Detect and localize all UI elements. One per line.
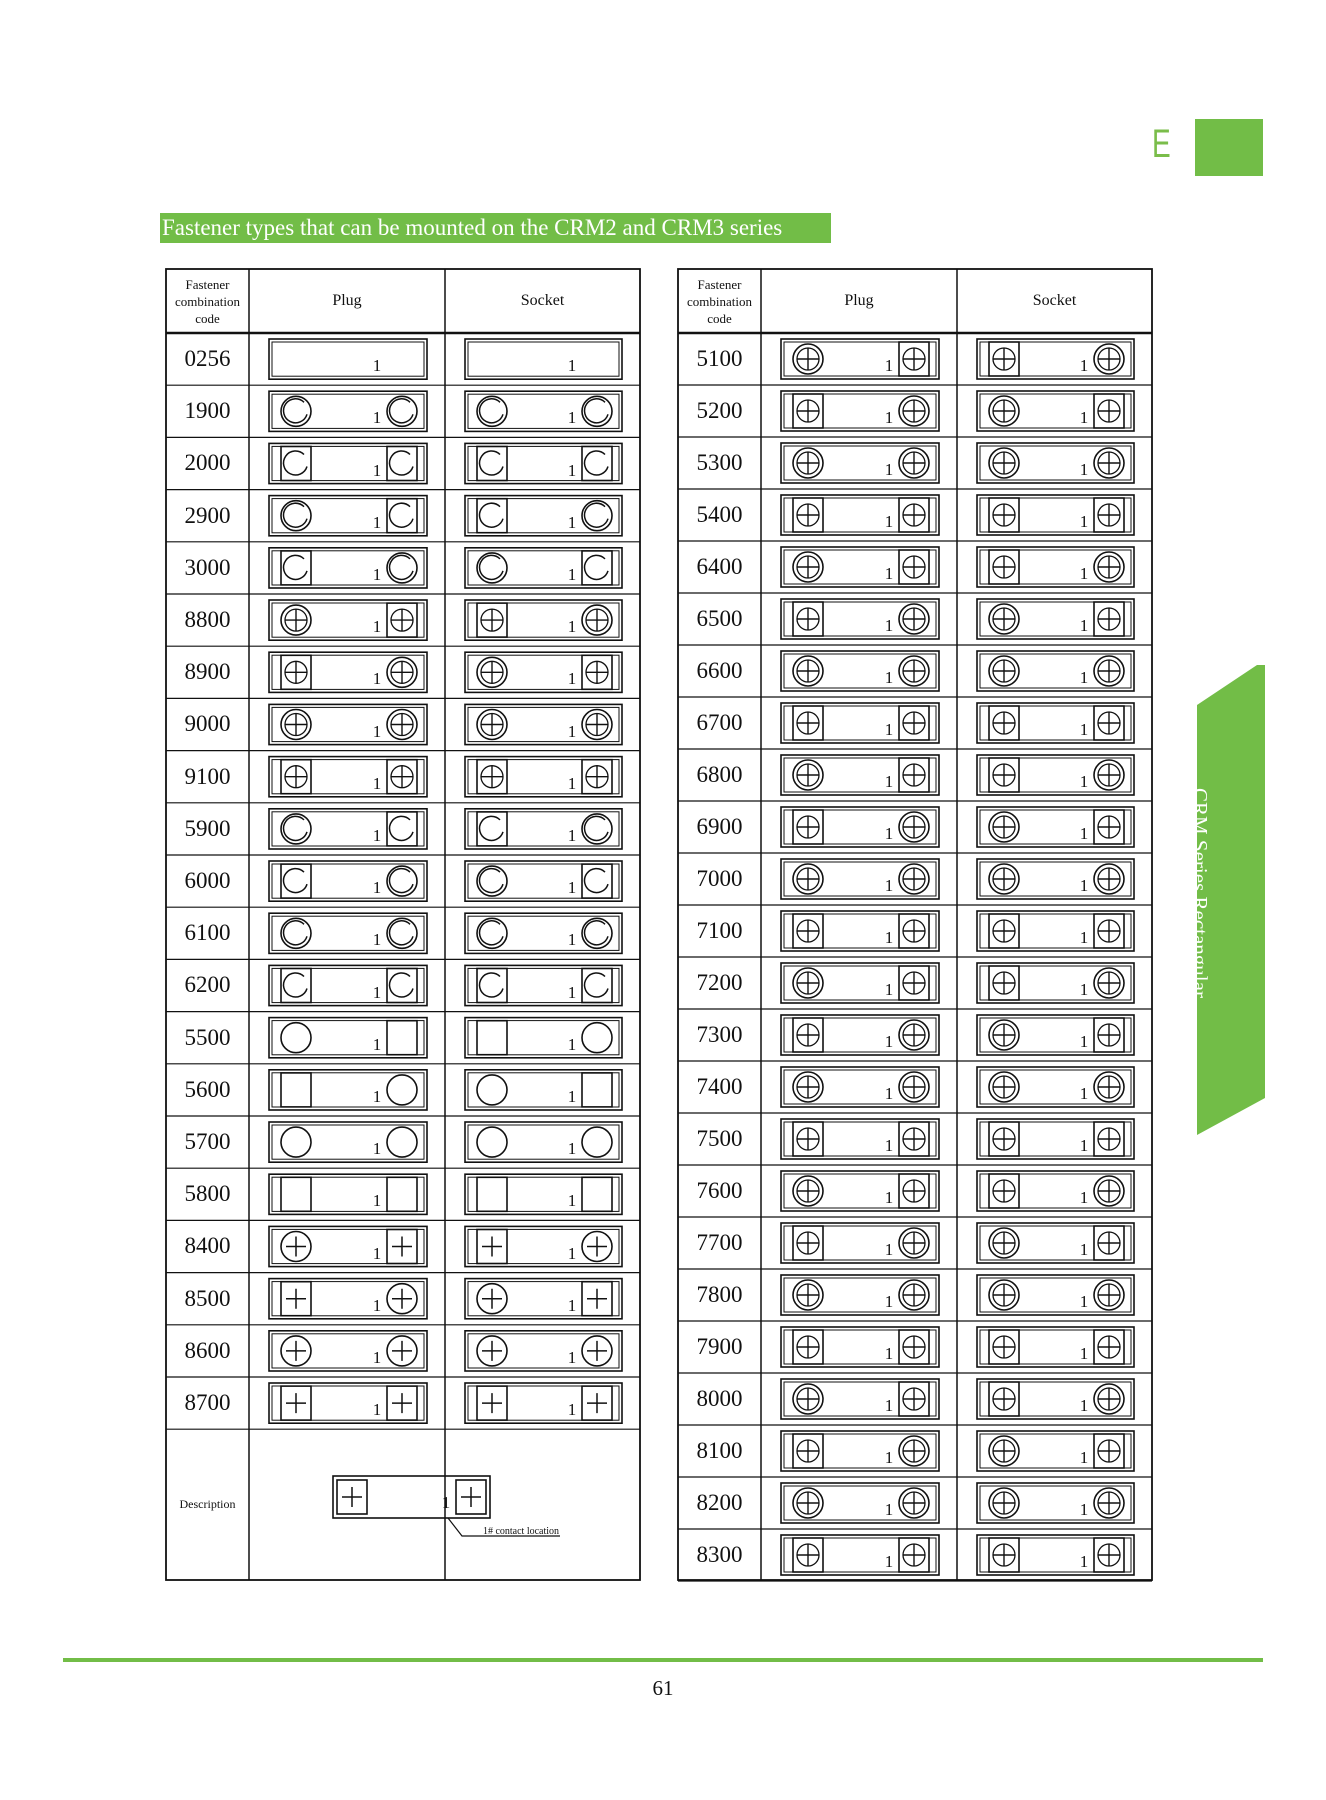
- description-label: Description: [179, 1497, 236, 1512]
- right-socket-contact-mark: 1: [1079, 1396, 1089, 1415]
- left-socket-contact-mark: 1: [567, 669, 577, 689]
- left-plug-contact-mark: 1: [372, 356, 382, 376]
- left-plug-inner-frame: [272, 1021, 424, 1055]
- left-socket-contact-mark: 1: [567, 1139, 577, 1159]
- right-plug-contact-mark: 1: [884, 408, 894, 427]
- left-socket-contact-mark: 1: [567, 1295, 577, 1315]
- plus-icon: [392, 1237, 412, 1257]
- header-code: Fastener combination code: [687, 276, 752, 326]
- right-code: 6800: [696, 762, 743, 787]
- circle-icon: [477, 1127, 507, 1157]
- right-code: 6600: [696, 658, 743, 683]
- circle-icon: [477, 553, 507, 583]
- arc-icon: [284, 399, 307, 423]
- left-plug-contact-mark: 1: [372, 460, 382, 480]
- right-code: 7300: [696, 1022, 743, 1047]
- right-socket-contact-mark: 1: [1079, 1136, 1089, 1155]
- right-plug-contact-mark: 1: [884, 1500, 894, 1519]
- arc-icon: [390, 451, 413, 475]
- right-plug-contact-mark: 1: [884, 876, 894, 895]
- plus-icon: [392, 1393, 412, 1413]
- plus-icon: [587, 1237, 607, 1257]
- circle-icon: [281, 918, 311, 948]
- right-code: 6500: [696, 606, 743, 631]
- section-title: Fastener types that can be mounted on the CRM2 and CRM3 series: [160, 213, 831, 243]
- page-number: 61: [652, 1676, 674, 1700]
- right-socket-contact-mark: 1: [1079, 1552, 1089, 1571]
- left-socket-contact-mark: 1: [567, 773, 577, 793]
- plus-icon: [286, 1341, 306, 1361]
- section-letter: E: [1152, 122, 1171, 166]
- arc-icon: [284, 869, 307, 893]
- circle-icon: [387, 553, 417, 583]
- circle-icon: [477, 918, 507, 948]
- arc-icon: [480, 973, 503, 997]
- left-code: 6200: [184, 972, 231, 998]
- square-icon: [582, 1177, 612, 1211]
- right-plug-contact-mark: 1: [884, 928, 894, 947]
- right-plug-contact-mark: 1: [884, 668, 894, 687]
- left-plug-contact-mark: 1: [372, 564, 382, 584]
- left-code: 5900: [184, 815, 231, 841]
- left-plug-contact-mark: 1: [372, 773, 382, 793]
- left-socket-contact-mark: 1: [567, 1034, 577, 1054]
- right-socket-contact-mark: 1: [1079, 616, 1089, 635]
- square-icon: [582, 1073, 612, 1107]
- right-socket-contact-mark: 1: [1079, 564, 1089, 583]
- left-plug-frame: [269, 861, 427, 901]
- left-socket-contact-mark: 1: [567, 1243, 577, 1263]
- side-tab-line1: CRM Series Rectangular: [1188, 788, 1212, 998]
- left-socket-contact-mark: 1: [567, 460, 577, 480]
- plus-icon: [392, 1289, 412, 1309]
- left-plug-contact-mark: 1: [372, 1034, 382, 1054]
- right-code: 7400: [696, 1074, 743, 1099]
- left-code: 2000: [184, 450, 231, 476]
- right-plug-contact-mark: 1: [884, 512, 894, 531]
- right-plug-contact-mark: 1: [884, 460, 894, 479]
- left-socket-contact-mark: 1: [567, 878, 577, 898]
- left-plug-inner-frame: [272, 1125, 424, 1159]
- plus-icon: [482, 1237, 502, 1257]
- left-plug-inner-frame: [272, 1073, 424, 1107]
- left-socket-inner-frame: [468, 1073, 619, 1107]
- right-socket-contact-mark: 1: [1079, 1188, 1089, 1207]
- arc-icon: [585, 869, 608, 893]
- arc-icon: [284, 973, 307, 997]
- circle-icon: [477, 1075, 507, 1105]
- arc-icon: [284, 451, 307, 475]
- right-plug-contact-mark: 1: [884, 1084, 894, 1103]
- left-plug-frame: [269, 1070, 427, 1110]
- circle-icon: [281, 814, 311, 844]
- right-code: 7800: [696, 1282, 743, 1307]
- right-plug-contact-mark: 1: [884, 1448, 894, 1467]
- left-code: 8500: [184, 1285, 231, 1311]
- arc-icon: [585, 399, 608, 423]
- right-socket-contact-mark: 1: [1079, 512, 1089, 531]
- square-icon: [387, 1021, 417, 1055]
- left-code: 8800: [184, 607, 231, 633]
- left-socket-contact-mark: 1: [567, 564, 577, 584]
- circle-icon: [281, 501, 311, 531]
- left-plug-contact-mark: 1: [372, 982, 382, 1002]
- left-socket-contact-mark: 1: [567, 930, 577, 950]
- arc-icon: [480, 399, 503, 423]
- left-plug-contact-mark: 1: [372, 1347, 382, 1367]
- right-code: 5100: [696, 346, 743, 371]
- right-plug-contact-mark: 1: [884, 980, 894, 999]
- left-code: 5800: [184, 1181, 231, 1207]
- right-socket-contact-mark: 1: [1079, 460, 1089, 479]
- right-code: 5400: [696, 502, 743, 527]
- right-code: 8300: [696, 1542, 743, 1567]
- right-plug-contact-mark: 1: [884, 824, 894, 843]
- circle-icon: [387, 866, 417, 896]
- left-socket-contact-mark: 1: [567, 1086, 577, 1106]
- header-plug: Plug: [332, 292, 362, 309]
- left-code: 0256: [184, 346, 231, 372]
- arc-icon: [390, 503, 413, 527]
- right-code: 7200: [696, 970, 743, 995]
- arc-icon: [585, 451, 608, 475]
- left-socket-frame: [465, 809, 622, 849]
- left-plug-contact-mark: 1: [372, 825, 382, 845]
- plus-icon: [286, 1237, 306, 1257]
- arc-icon: [585, 555, 608, 579]
- plus-icon: [587, 1341, 607, 1361]
- left-code: 6100: [184, 920, 231, 946]
- header-socket: Socket: [520, 292, 565, 309]
- circle-icon: [582, 501, 612, 531]
- left-plug-contact-mark: 1: [372, 930, 382, 950]
- left-plug-contact-mark: 1: [372, 1191, 382, 1211]
- right-socket-contact-mark: 1: [1079, 1240, 1089, 1259]
- right-code: 6900: [696, 814, 743, 839]
- left-socket-frame: [465, 965, 622, 1005]
- right-socket-contact-mark: 1: [1079, 1500, 1089, 1519]
- arc-icon: [585, 816, 608, 840]
- arc-icon: [390, 973, 413, 997]
- footer-rule: [63, 1658, 1263, 1662]
- right-code: 7600: [696, 1178, 743, 1203]
- right-plug-contact-mark: 1: [884, 356, 894, 375]
- arc-icon: [585, 503, 608, 527]
- right-code: 7500: [696, 1126, 743, 1151]
- left-code: 3000: [184, 554, 231, 580]
- right-plug-contact-mark: 1: [884, 1552, 894, 1571]
- circle-icon: [281, 1023, 311, 1053]
- left-code: 5700: [184, 1129, 231, 1155]
- plus-icon: [587, 1393, 607, 1413]
- arc-icon: [480, 816, 503, 840]
- right-plug-contact-mark: 1: [884, 1292, 894, 1311]
- left-socket-frame: [465, 1174, 622, 1214]
- right-socket-contact-mark: 1: [1079, 1032, 1089, 1051]
- left-plug-contact-mark: 1: [372, 878, 382, 898]
- right-plug-contact-mark: 1: [884, 1188, 894, 1207]
- square-icon: [477, 1021, 507, 1055]
- circle-icon: [477, 866, 507, 896]
- left-plug-frame: [269, 339, 427, 379]
- left-plug-inner-frame: [272, 1177, 424, 1211]
- right-code: 6400: [696, 554, 743, 579]
- left-plug-contact-mark: 1: [372, 617, 382, 637]
- left-socket-contact-mark: 1: [567, 512, 577, 532]
- description-contact-mark: 1: [441, 1493, 451, 1512]
- left-code: 9100: [184, 763, 231, 789]
- square-icon: [387, 1177, 417, 1211]
- left-plug-contact-mark: 1: [372, 1243, 382, 1263]
- circle-icon: [582, 814, 612, 844]
- left-plug-frame: [269, 965, 427, 1005]
- left-socket-frame: [465, 339, 622, 379]
- left-socket-inner-frame: [468, 342, 619, 376]
- arc-icon: [480, 921, 503, 945]
- square-icon: [281, 1177, 311, 1211]
- right-socket-contact-mark: 1: [1079, 356, 1089, 375]
- circle-icon: [582, 918, 612, 948]
- left-code: 6000: [184, 868, 231, 894]
- left-plug-contact-mark: 1: [372, 669, 382, 689]
- left-socket-frame: [465, 1018, 622, 1058]
- left-plug-contact-mark: 1: [372, 1295, 382, 1315]
- right-code: 8100: [696, 1438, 743, 1463]
- circle-icon: [582, 396, 612, 426]
- right-plug-contact-mark: 1: [884, 1032, 894, 1051]
- arc-icon: [480, 503, 503, 527]
- right-socket-contact-mark: 1: [1079, 928, 1089, 947]
- left-code: 8900: [184, 659, 231, 685]
- arc-icon: [480, 451, 503, 475]
- left-code: 9000: [184, 711, 231, 737]
- arc-icon: [390, 399, 413, 423]
- left-code: 8400: [184, 1233, 231, 1259]
- right-code: 8200: [696, 1490, 743, 1515]
- arc-icon: [585, 973, 608, 997]
- right-plug-contact-mark: 1: [884, 616, 894, 635]
- arc-icon: [390, 869, 413, 893]
- right-plug-contact-mark: 1: [884, 1344, 894, 1363]
- left-plug-contact-mark: 1: [372, 1139, 382, 1159]
- circle-icon: [281, 1127, 311, 1157]
- left-code: 2900: [184, 502, 231, 528]
- header-code: Fastener combination code: [175, 276, 240, 326]
- left-plug-contact-mark: 1: [372, 512, 382, 532]
- left-socket-inner-frame: [468, 1177, 619, 1211]
- right-socket-contact-mark: 1: [1079, 980, 1089, 999]
- arc-icon: [480, 869, 503, 893]
- header-plug: Plug: [844, 292, 874, 309]
- square-icon: [281, 1073, 311, 1107]
- right-code: 7700: [696, 1230, 743, 1255]
- right-code: 7100: [696, 918, 743, 943]
- plus-icon: [482, 1289, 502, 1309]
- right-plug-contact-mark: 1: [884, 720, 894, 739]
- right-code: 7900: [696, 1334, 743, 1359]
- circle-icon: [477, 396, 507, 426]
- left-socket-contact-mark: 1: [567, 408, 577, 428]
- left-plug-frame: [269, 1174, 427, 1214]
- left-plug-contact-mark: 1: [372, 1086, 382, 1106]
- plus-icon: [286, 1393, 306, 1413]
- square-icon: [477, 1177, 507, 1211]
- left-code: 5600: [184, 1076, 231, 1102]
- right-socket-contact-mark: 1: [1079, 876, 1089, 895]
- left-socket-contact-mark: 1: [567, 1347, 577, 1367]
- right-code: 6700: [696, 710, 743, 735]
- plus-icon: [392, 1341, 412, 1361]
- left-socket-contact-mark: 1: [567, 356, 577, 376]
- left-socket-frame: [465, 496, 622, 536]
- circle-icon: [281, 396, 311, 426]
- right-socket-contact-mark: 1: [1079, 720, 1089, 739]
- left-code: 1900: [184, 398, 231, 424]
- right-socket-contact-mark: 1: [1079, 668, 1089, 687]
- right-socket-contact-mark: 1: [1079, 772, 1089, 791]
- right-socket-contact-mark: 1: [1079, 1292, 1089, 1311]
- circle-icon: [387, 918, 417, 948]
- left-socket-inner-frame: [468, 1125, 619, 1159]
- plus-icon: [461, 1487, 481, 1507]
- left-plug-frame: [269, 548, 427, 588]
- description-note: 1# contact location: [482, 1525, 560, 1537]
- arc-icon: [585, 921, 608, 945]
- circle-icon: [387, 1127, 417, 1157]
- side-tab-line2: Electrical Connectors: [1161, 788, 1185, 970]
- left-plug-inner-frame: [272, 342, 424, 376]
- header-socket: Socket: [1032, 292, 1077, 309]
- left-code: 8600: [184, 1337, 231, 1363]
- left-code: 5500: [184, 1024, 231, 1050]
- left-socket-contact-mark: 1: [567, 825, 577, 845]
- right-code: 5300: [696, 450, 743, 475]
- left-socket-frame: [465, 443, 622, 483]
- right-socket-contact-mark: 1: [1079, 1084, 1089, 1103]
- right-code: 7000: [696, 866, 743, 891]
- right-socket-contact-mark: 1: [1079, 1344, 1089, 1363]
- right-socket-contact-mark: 1: [1079, 408, 1089, 427]
- plus-icon: [482, 1393, 502, 1413]
- left-socket-contact-mark: 1: [567, 982, 577, 1002]
- arc-icon: [284, 816, 307, 840]
- arc-icon: [480, 555, 503, 579]
- right-plug-contact-mark: 1: [884, 772, 894, 791]
- right-code: 5200: [696, 398, 743, 423]
- left-socket-contact-mark: 1: [567, 1191, 577, 1211]
- circle-icon: [387, 396, 417, 426]
- plus-icon: [342, 1487, 362, 1507]
- plus-icon: [587, 1289, 607, 1309]
- left-plug-frame: [269, 443, 427, 483]
- right-socket-contact-mark: 1: [1079, 824, 1089, 843]
- circle-icon: [582, 1127, 612, 1157]
- left-socket-contact-mark: 1: [567, 721, 577, 741]
- right-plug-contact-mark: 1: [884, 1396, 894, 1415]
- right-plug-contact-mark: 1: [884, 564, 894, 583]
- left-socket-contact-mark: 1: [567, 1400, 577, 1420]
- circle-icon: [387, 1075, 417, 1105]
- right-code: 8000: [696, 1386, 743, 1411]
- arc-icon: [284, 921, 307, 945]
- left-socket-inner-frame: [468, 1021, 619, 1055]
- arc-icon: [390, 816, 413, 840]
- arc-icon: [284, 555, 307, 579]
- right-socket-contact-mark: 1: [1079, 1448, 1089, 1467]
- left-plug-contact-mark: 1: [372, 1400, 382, 1420]
- right-plug-contact-mark: 1: [884, 1136, 894, 1155]
- arc-icon: [390, 555, 413, 579]
- left-plug-contact-mark: 1: [372, 408, 382, 428]
- plus-icon: [286, 1289, 306, 1309]
- left-plug-contact-mark: 1: [372, 721, 382, 741]
- right-plug-contact-mark: 1: [884, 1240, 894, 1259]
- arc-icon: [390, 921, 413, 945]
- arc-icon: [284, 503, 307, 527]
- circle-icon: [582, 1023, 612, 1053]
- left-code: 8700: [184, 1390, 231, 1416]
- plus-icon: [482, 1341, 502, 1361]
- left-socket-contact-mark: 1: [567, 617, 577, 637]
